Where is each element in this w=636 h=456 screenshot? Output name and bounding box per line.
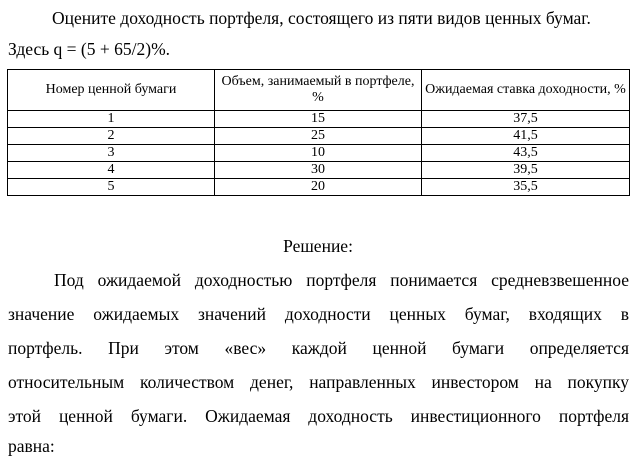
- cell-portfolio-share: 30: [215, 162, 422, 179]
- cell-expected-return: 43,5: [422, 145, 630, 162]
- cell-security-number: 1: [8, 111, 215, 128]
- solution-heading: Решение:: [283, 236, 353, 256]
- solution-text-line-2: значение ожидаемых значений доходности ценных бумаг, входящих в: [8, 304, 629, 324]
- header-portfolio-share: Объем, занимаемый в портфеле, %: [215, 70, 422, 111]
- table-header-row: [8, 70, 630, 111]
- solution-text-line-6: равна:: [8, 436, 55, 456]
- task-text-line-2: Здесь q = (5 + 65/2)%.: [8, 39, 171, 59]
- cell-portfolio-share: 25: [215, 128, 422, 145]
- cell-expected-return: 41,5: [422, 128, 630, 145]
- cell-security-number: 2: [8, 128, 215, 145]
- table-row: [8, 128, 630, 145]
- solution-text-line-5: этой ценной бумаги. Ожидаемая доходность инвестиционного портфеля: [8, 406, 629, 426]
- cell-security-number: 5: [8, 179, 215, 196]
- table-row: [8, 179, 630, 196]
- table-row: [8, 145, 630, 162]
- cell-portfolio-share: 15: [215, 111, 422, 128]
- cell-portfolio-share: 20: [215, 179, 422, 196]
- header-expected-return: Ожидаемая ставка доходности, %: [422, 70, 630, 111]
- cell-expected-return: 39,5: [422, 162, 630, 179]
- cell-security-number: 4: [8, 162, 215, 179]
- securities-table: [7, 69, 630, 196]
- header-security-number: Номер ценной бумаги: [8, 70, 215, 111]
- solution-text-line-3: портфель. При этом «вес» каждой ценной бумаги определяется: [8, 338, 629, 358]
- cell-portfolio-share: 10: [215, 145, 422, 162]
- task-text-line-1: Оцените доходность портфеля, состоящего из пяти видов ценных бумаг.: [52, 8, 591, 28]
- cell-expected-return: 37,5: [422, 111, 630, 128]
- table-row: [8, 111, 630, 128]
- cell-security-number: 3: [8, 145, 215, 162]
- solution-text-line-1: Под ожидаемой доходностью портфеля понимается средневзвешенное: [54, 270, 629, 290]
- cell-expected-return: 35,5: [422, 179, 630, 196]
- table-row: [8, 162, 630, 179]
- solution-text-line-4: относительным количеством денег, направленных инвестором на покупку: [8, 372, 629, 392]
